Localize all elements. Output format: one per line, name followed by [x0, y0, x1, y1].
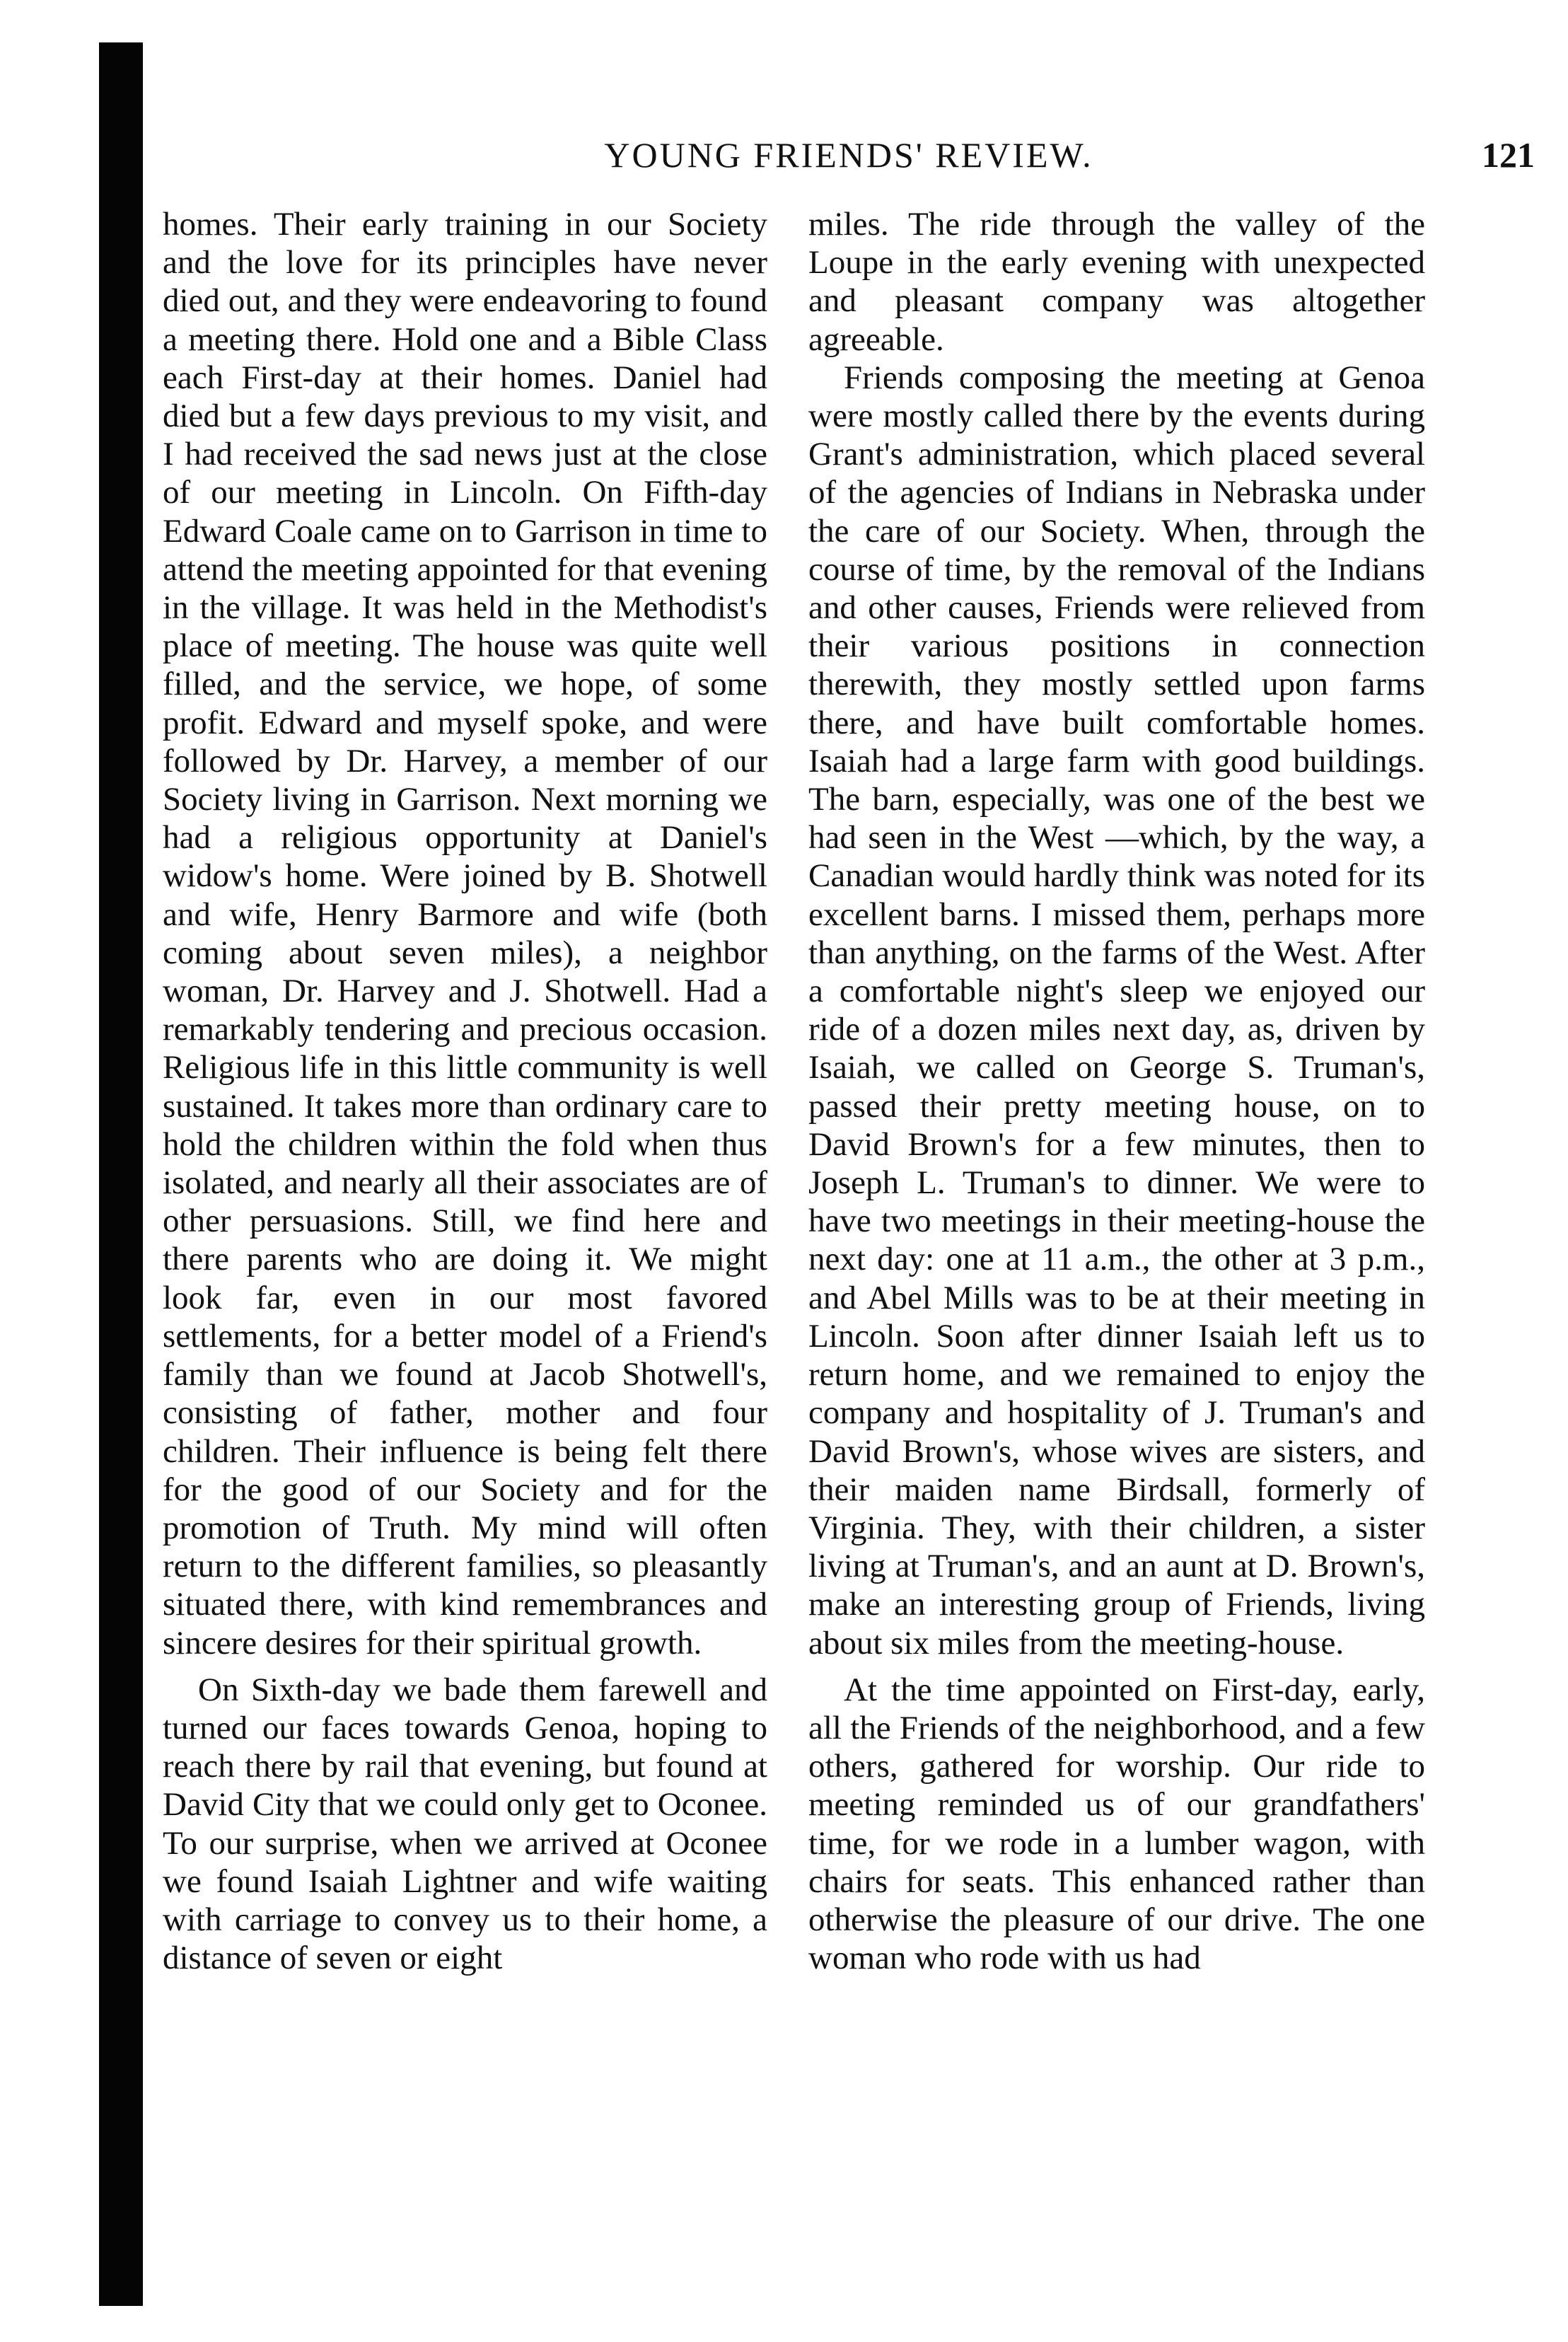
right-paragraph-3: At the time appointed on First-day, early, all the Friends of the neighborhood, and a few others, gathered for worship. Our ride to meeting reminded us of our grandfathers' time, for we rode in a lumber wagon, with chairs for seats. This enhanced rather than otherwise the pleasure of our drive. The one woman who rode with us had [808, 1671, 1425, 1977]
running-title: YOUNG FRIENDS' REVIEW. [604, 135, 1093, 175]
left-column [163, 205, 767, 1977]
page-binding-edge [99, 42, 143, 2306]
page-header [163, 134, 1535, 191]
right-paragraph-2: Friends composing the meeting at Genoa were mostly called there by the events during Grant's administration, which placed several of the agencies of Indians in Nebraska under the care of our Society. When, through the course of time, by the removal of the Indians and other causes, Friends were relieved from their various positions in connection therewith, they mostly settled upon farms there, and have built comfortable homes. Isaiah had a large farm with good buildings. The barn, especially, was one of the best we had seen in the West —which, by the way, a Canadian would hardly think was noted for its excellent barns. I missed them, perhaps more than anything, on the farms of the West. After a comfortable night's sleep we enjoyed our ride of a dozen miles next day, as, driven by Isaiah, we called on George S. Truman's, passed their pretty meeting house, on to David Brown's for a few minutes, then to Joseph L. Truman's to dinner. We were to have two meetings in their meeting-house the next day: one at 11 a.m., the other at 3 p.m., and Abel Mills was to be at their meeting in Lincoln. Soon after dinner Isaiah left us to return home, and we remained to enjoy the company and hospitality of J. Truman's and David Brown's, whose wives are sisters, and their maiden name Birdsall, formerly of Virginia. They, with their children, a sister living at Truman's, and an aunt at D. Brown's, make an interesting group of Friends, living about six miles from the meeting-house. [808, 359, 1425, 1662]
left-paragraph-2: On Sixth-day we bade them farewell and turned our faces towards Genoa, hoping to reach there by rail that evening, but found at David City that we could only get to Oconee. To our surprise, when we arrived at Oconee we found Isaiah Lightner and wife waiting with carriage to convey us to their home, a distance of seven or eight [163, 1671, 767, 1977]
page-number: 121 [1482, 135, 1535, 175]
right-paragraph-1: miles. The ride through the valley of the Loupe in the early evening with unexpected and pleasant company was altogether agreeable. [808, 206, 1425, 358]
left-paragraph-1: homes. Their early training in our Society and the love for its principles have never died out, and they were endeavoring to found a meeting there. Hold one and a Bible Class each First-day at their homes. Daniel had died but a few days previous to my visit, and I had received the sad news just at the close of our meeting in Lincoln. On Fifth-day Edward Coale came on to Garrison in time to attend the meeting appointed for that evening in the village. It was held in the Methodist's place of meeting. The house was quite well filled, and the service, we hope, of some profit. Edward and myself spoke, and were followed by Dr. Harvey, a member of our Society living in Garrison. Next morning we had a religious opportunity at Daniel's widow's home. Were joined by B. Shotwell and wife, Henry Barmore and wife (both coming about seven miles), a neighbor woman, Dr. Harvey and J. Shotwell. Had a remarkably tendering and precious occasion. Religious life in this little community is well sustained. It takes more than ordinary care to hold the children within the fold when thus isolated, and nearly all their associates are of other persuasions. Still, we find here and there parents who are doing it. We might look far, even in our most favored settlements, for a better model of a Friend's family than we found at Jacob Shotwell's, consisting of father, mother and four children. Their influence is being felt there for the good of our Society and for the promotion of Truth. My mind will often return to the different families, so pleasantly situated there, with kind remembrances and sincere desires for their spiritual growth. [163, 206, 767, 1662]
right-column [808, 205, 1425, 1977]
